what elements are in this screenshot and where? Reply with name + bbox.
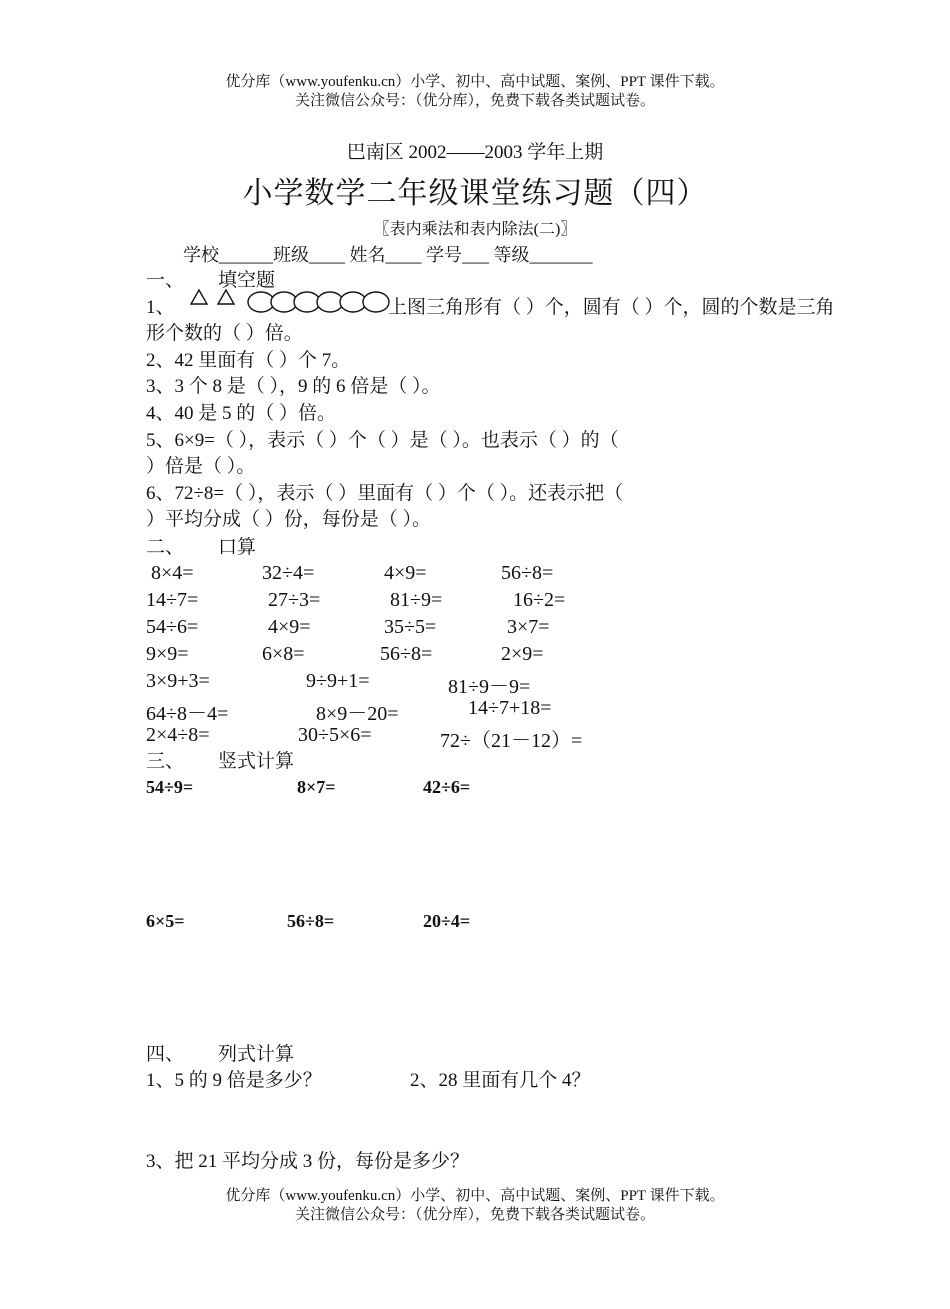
- oral-item: 72÷（21－12）=: [440, 730, 583, 752]
- oral-item: 3×9+3=: [146, 670, 210, 692]
- footer-line-2: 关注微信公众号：（优分库），免费下载各类试题试卷。: [294, 1207, 655, 1223]
- circle-icon: [340, 292, 366, 312]
- vertical-calc-item: 20÷4=: [423, 911, 471, 931]
- oral-item: 3×7=: [507, 616, 550, 638]
- oral-item: 9÷9+1=: [306, 670, 370, 692]
- oral-item: 2×4÷8=: [146, 724, 210, 746]
- section-2-heading: [146, 535, 256, 561]
- oral-item: 16÷2=: [513, 589, 566, 611]
- fill-q1-continued: 形个数的（ ）倍。: [146, 323, 303, 344]
- section-1-label: 填空题: [218, 270, 276, 291]
- fill-q1-number: 1、: [146, 297, 175, 318]
- word-problem-2: 2、28 里面有几个 4？: [410, 1070, 591, 1091]
- vertical-calc-item: 54÷9=: [146, 777, 194, 797]
- oral-item: 9×9=: [146, 643, 189, 665]
- vertical-calc-item: 8×7=: [297, 777, 336, 797]
- oral-item: 81÷9=: [390, 589, 443, 611]
- header-line-1: 优分库（www.youfenku.cn）小学、初中、高中试题、案例、PPT 课件下载。: [225, 74, 725, 90]
- word-problem-3: 3、把 21 平均分成 3 份，每份是多少？: [146, 1151, 470, 1172]
- oral-item: 35÷5=: [384, 616, 437, 638]
- oral-item: 54÷6=: [146, 616, 199, 638]
- circle-icon: [317, 292, 343, 312]
- oral-item: 4×9=: [268, 616, 311, 638]
- section-4-number: 四、: [146, 1044, 185, 1065]
- oral-item: 27÷3=: [268, 589, 321, 611]
- title-note: 〖表内乘法和表内除法(二)〗: [373, 221, 577, 238]
- section-2-label: 口算: [218, 537, 257, 558]
- oral-item: 56÷8=: [501, 562, 554, 584]
- oral-item: 8×9－20=: [316, 703, 399, 725]
- oral-item: 30÷5×6=: [298, 724, 372, 746]
- section-3-number: 三、: [146, 751, 185, 772]
- section-4-heading: [146, 1042, 294, 1068]
- oral-item: 6×8=: [262, 643, 305, 665]
- fill-q4: 4、40 是 5 的（ ）倍。: [146, 403, 337, 424]
- fill-q2: 2、42 里面有（ ）个 7。: [146, 350, 351, 371]
- oral-item: 64÷8－4=: [146, 703, 229, 725]
- shape-figure: [186, 288, 396, 314]
- vertical-calc-item: 6×5=: [146, 911, 185, 931]
- oral-item: 56÷8=: [380, 643, 433, 665]
- section-3-heading: [146, 749, 294, 775]
- triangle-icon: [191, 290, 207, 304]
- oral-item: 32÷4=: [262, 562, 315, 584]
- oral-item: 14÷7=: [146, 589, 199, 611]
- oral-item: 14÷7+18=: [468, 697, 552, 719]
- oral-item: 2×9=: [501, 643, 544, 665]
- vertical-calc-item: 56÷8=: [287, 911, 335, 931]
- fill-q3: 3、3 个 8 是（ ），9 的 6 倍是（ ）。: [146, 376, 441, 397]
- oral-item: 8×4=: [151, 562, 194, 584]
- student-info-line: 学校______班级____ 姓名____ 学号___ 等级_______: [183, 245, 593, 265]
- header-line-2: 关注微信公众号：（优分库），免费下载各类试题试卷。: [294, 93, 655, 109]
- circle-icon: [248, 292, 274, 312]
- page-title: 小学数学二年级课堂练习题（四）: [242, 177, 708, 210]
- title-subtitle: 巴南区 2002——2003 学年上期: [346, 142, 604, 163]
- fill-q6-line-2: ）平均分成（ ）份，每份是（ ）。: [146, 509, 432, 530]
- section-1-number: 一、: [146, 270, 185, 291]
- fill-q1-text: 上图三角形有（ ）个，圆有（ ）个，圆的个数是三角: [388, 297, 835, 318]
- fill-q5-line-2: ）倍是（ ）。: [146, 456, 256, 477]
- section-3-label: 竖式计算: [218, 751, 295, 772]
- oral-item: 4×9=: [384, 562, 427, 584]
- circle-icon: [271, 292, 297, 312]
- fill-q5-line-1: 5、6×9=（ ），表示（ ）个（ ）是（ ）。也表示（ ）的（: [146, 430, 619, 451]
- word-problem-1: 1、5 的 9 倍是多少？: [146, 1070, 322, 1091]
- vertical-calc-item: 42÷6=: [423, 777, 471, 797]
- circle-icon: [294, 292, 320, 312]
- circle-icon: [363, 292, 389, 312]
- fill-q6-line-1: 6、72÷8=（ ），表示（ ）里面有（ ）个（ ）。还表示把（: [146, 483, 624, 504]
- footer-line-1: 优分库（www.youfenku.cn）小学、初中、高中试题、案例、PPT 课件下载。: [225, 1188, 725, 1204]
- triangle-icon: [218, 290, 234, 304]
- oral-item: 81÷9－9=: [448, 676, 531, 698]
- section-2-number: 二、: [146, 537, 185, 558]
- section-4-label: 列式计算: [218, 1044, 295, 1065]
